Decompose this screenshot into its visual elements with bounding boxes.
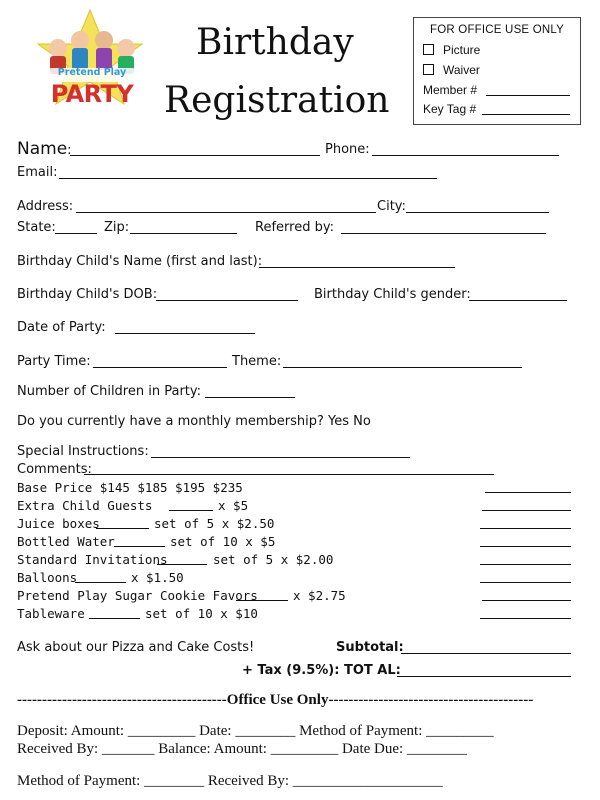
extra-child-total[interactable]: [482, 510, 571, 511]
member-label: Member #: [423, 83, 478, 97]
theme-field[interactable]: [283, 367, 522, 368]
subtotal-field[interactable]: [401, 653, 571, 654]
extra-child-label: Extra Child Guests: [17, 498, 153, 513]
party-time-field[interactable]: [93, 367, 227, 368]
waiver-checkbox[interactable]: [423, 64, 434, 75]
num-children-field[interactable]: [205, 397, 295, 398]
base-price-total[interactable]: [485, 492, 571, 493]
waiver-label: Waiver: [443, 63, 480, 77]
picture-checkbox[interactable]: [423, 44, 434, 55]
pizza-cake-note: Ask about our Pizza and Cake Costs!: [17, 640, 255, 655]
invitations-qty[interactable]: [157, 564, 207, 565]
party-date-label: Date of Party:: [17, 320, 106, 335]
juice-qty[interactable]: [96, 528, 149, 529]
deposit-line: Deposit: Amount: _________ Date: ________ Method of Payment: _________: [17, 723, 494, 739]
water-total[interactable]: [480, 546, 571, 547]
invitations-total[interactable]: [480, 564, 571, 565]
waiver-row: [423, 63, 480, 77]
referred-field[interactable]: [341, 233, 546, 234]
city-field[interactable]: [406, 212, 549, 213]
juice-label: Juice boxes: [17, 516, 100, 531]
zip-field[interactable]: [130, 233, 237, 234]
divider-dashes-left: ------------------------------------------: [17, 692, 227, 708]
comments-field[interactable]: [84, 474, 494, 475]
received-balance-line: Received By: _______ Balance: Amount: _________ Date Due: ________: [17, 741, 467, 757]
keytag-field[interactable]: [482, 114, 570, 115]
juice-total[interactable]: [480, 528, 571, 529]
child-name-label: Birthday Child's Name (first and last):: [17, 254, 263, 269]
state-field[interactable]: [55, 233, 97, 234]
pretend-play-party-logo: [28, 8, 153, 118]
office-use-box: [413, 17, 581, 125]
special-instructions-field[interactable]: [151, 457, 410, 458]
invitations-label: Standard Invitations: [17, 552, 168, 567]
phone-field[interactable]: [372, 155, 559, 156]
logo-text-bottom: PARTY: [50, 80, 134, 108]
email-label: Email:: [17, 165, 58, 180]
tableware-price: set of 10 x $10: [145, 606, 258, 621]
page-title-line1: Birthday: [196, 22, 354, 63]
total-label: + Tax (9.5%): TOT AL:: [242, 663, 401, 678]
invitations-price: set of 5 x $2.00: [213, 552, 334, 567]
tableware-label: Tableware: [17, 606, 85, 621]
picture-row: [423, 43, 480, 57]
party-time-label: Party Time:: [17, 354, 91, 369]
office-use-divider: [17, 692, 533, 709]
child-gender-label: Birthday Child's gender:: [314, 287, 471, 302]
city-label: City:: [377, 199, 406, 214]
office-box-title: FOR OFFICE USE ONLY: [430, 24, 564, 36]
member-row: [423, 83, 477, 97]
tableware-total[interactable]: [480, 618, 571, 619]
cookie-qty[interactable]: [236, 600, 288, 601]
extra-child-qty[interactable]: [169, 510, 213, 511]
address-field[interactable]: [76, 212, 376, 213]
picture-label: Picture: [443, 43, 481, 57]
state-label: State:: [17, 220, 56, 235]
phone-label: Phone:: [325, 142, 370, 157]
extra-child-price: x $5: [218, 498, 249, 513]
water-price: set of 10 x $5: [170, 534, 276, 549]
office-use-heading: Office Use Only: [226, 692, 329, 708]
divider-dashes-right: -----------------------------------------: [328, 692, 534, 708]
special-instructions-label: Special Instructions:: [17, 444, 149, 459]
membership-question: Do you currently have a monthly membership? Yes No: [17, 414, 371, 429]
balloons-total[interactable]: [480, 582, 571, 583]
base-price: Base Price $145 $185 $195 $235: [17, 480, 243, 495]
subtotal-label: Subtotal:: [336, 640, 404, 655]
logo-text-top: Pretend Play: [57, 67, 127, 78]
tableware-qty[interactable]: [89, 618, 140, 619]
cookie-label: Pretend Play Sugar Cookie Favors: [17, 588, 258, 603]
cookie-price: x $2.75: [293, 588, 346, 603]
cookie-total[interactable]: [482, 600, 571, 601]
referred-label: Referred by:: [255, 220, 334, 235]
zip-label: Zip:: [104, 220, 130, 235]
keytag-row: [423, 102, 476, 116]
child-gender-field[interactable]: [469, 300, 567, 301]
balloons-qty[interactable]: [75, 582, 126, 583]
keytag-label: Key Tag #: [423, 102, 477, 116]
name-field[interactable]: [70, 155, 320, 156]
child-dob-field[interactable]: [156, 300, 298, 301]
child-name-field[interactable]: [259, 267, 455, 268]
member-field[interactable]: [486, 95, 570, 96]
water-label: Bottled Water: [17, 534, 115, 549]
child-dob-label: Birthday Child's DOB:: [17, 287, 158, 302]
water-qty[interactable]: [114, 546, 165, 547]
total-field[interactable]: [397, 676, 571, 677]
address-label: Address:: [17, 199, 74, 214]
juice-price: set of 5 x $2.50: [154, 516, 275, 531]
method-received-line: Method of Payment: ________ Received By: ____________________: [17, 773, 443, 789]
party-date-field[interactable]: [115, 333, 255, 334]
page-title-line2: Registration: [164, 80, 390, 121]
comments-label: Comments:: [17, 462, 92, 477]
balloons-label: Balloons: [17, 570, 78, 585]
email-field[interactable]: [59, 178, 437, 179]
theme-label: Theme:: [232, 354, 282, 369]
name-label: Name:: [17, 139, 72, 159]
balloons-price: x $1.50: [131, 570, 184, 585]
num-children-label: Number of Children in Party:: [17, 384, 202, 399]
